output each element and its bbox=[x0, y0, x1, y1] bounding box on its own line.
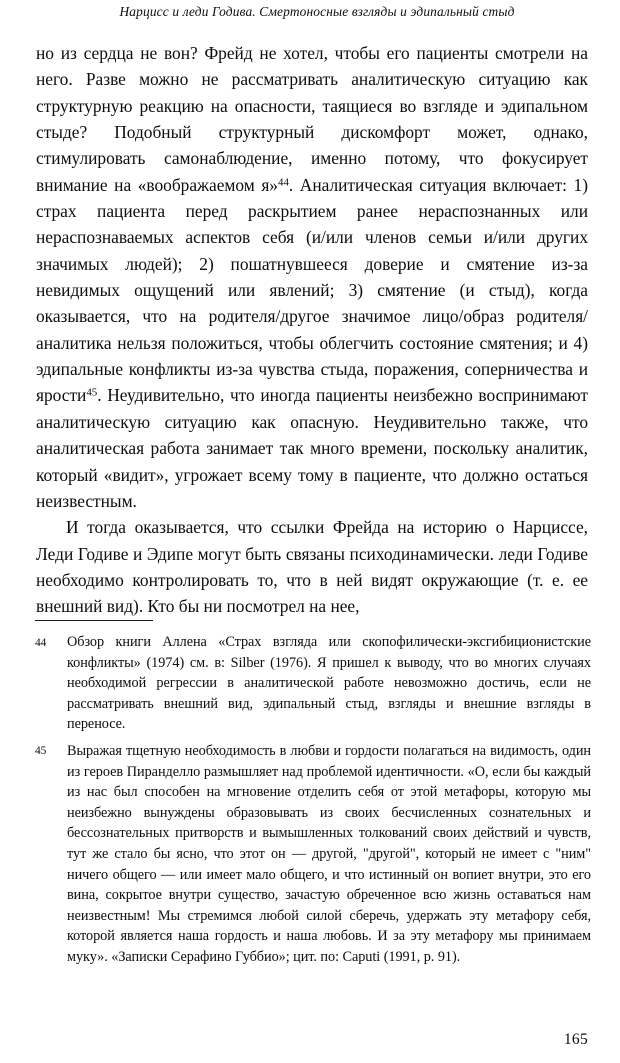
footnote-44-text: Обзор книги Аллена «Страх взгляда или скопофилически-эксгибиционистские конфликты» (1974) см. в: Silber (1976). Я пришел к выводу, что во многих случаях необходимой регрессии в аналитической работе невозможно достичь, если не рассматривать внешний вид, эдипальный стыд, взгляды и внешние взгляды в переносе. bbox=[67, 634, 591, 733]
footnote-ref-45[interactable]: 45 bbox=[86, 386, 98, 399]
page-number: 165 bbox=[563, 1031, 588, 1048]
footnote-44-number: 44 bbox=[35, 636, 47, 649]
footnote-45-text: Выражая тщетную необходимость в любви и гордости полагаться на видимость, один из героев Пиранделло размышляет над проблемой идентичности. «О, если бы каждый из нас был способен на мгновение отделить себя от этой метафоры, которую мы неизбежно вынуждены образовывать из своих бесчисленных сознательных и бессознательных притворств и вымышленных толкований своих действий и чувств, тут же стало бы ясно, что этот он — другой, "другой", который не имеет с "ним" ничего общего — или имеет мало общего, и что истинный он вопиет внутри, это его вина, сокрытое внутри существо, зачастую обреченное всю жизнь оставаться нам неизвестным! Мы стремимся любой силой сберечь, удержать эту метафору себя, которой является наша гордость и наша любовь. И за эту метафору мы принимаем муку». «Записки Серафино Губбио»; цит. по: Caputi (1991, p. 91). bbox=[67, 742, 591, 965]
footnote-45-number: 45 bbox=[35, 745, 47, 758]
paragraph-2: И тогда оказывается, что ссылки Фрейда на историю о Нарциссе, Леди Годиве и Эдипе могут быть связаны психодинамически. леди Годиве необходимо контролировать то, что в ней видят окружающие (т. е. ее внешний вид). Кто бы ни посмотрел на нее, bbox=[36, 517, 588, 617]
footnote-45 bbox=[35, 741, 591, 968]
footnote-separator-rule bbox=[35, 620, 153, 621]
paragraph-1: но из сердца не вон? Фрейд не хотел, чтобы его пациенты смотрели на него. Разве можно не рассматривать аналитическую ситуацию как структурную реакцию на опасности, таящиеся во взгляде и эдипальном стыде? Подобный структурный дискомфорт может, однако, стимулировать самонаблюдение, именно потому, что фокусирует внимание на «воображаемом я»$^{44}$. Аналитическая ситуация включает: 1) страх пациента перед раскрытием ранее нераспознанных или нераспознаваемых аспектов себя (и/или членов семьи и/или других значимых людей); 2) пошатнувшееся доверие и смятение из-за невидимых ощущений или явлений; 3) смятение (и стыд), когда оказывается, что на родителя/другое значимое лицо/образ родителя/аналитика нельзя положиться, чтобы облегчить состояние смятения; и 4) эдипальные конфликты из-за чувства стыда, поражения, соперничества и ярости$^{45}$. Неудивительно, что иногда пациенты неизбежно воспринимают аналитическую ситуацию как опасную. Неудивительно также, что аналитическая работа занимает так много времени, поскольку аналитик, который «видит», угрожает всему тому в пациенте, что должно остаться неизвестным. bbox=[36, 43, 588, 511]
footnotes-block bbox=[35, 632, 591, 974]
footnote-ref-44[interactable]: 44 bbox=[277, 176, 289, 189]
body-text-block bbox=[36, 40, 588, 620]
running-head: Нарцисс и леди Годива. Смертоносные взгляды и эдипальный стыд bbox=[119, 4, 515, 19]
footnote-44 bbox=[35, 632, 591, 735]
